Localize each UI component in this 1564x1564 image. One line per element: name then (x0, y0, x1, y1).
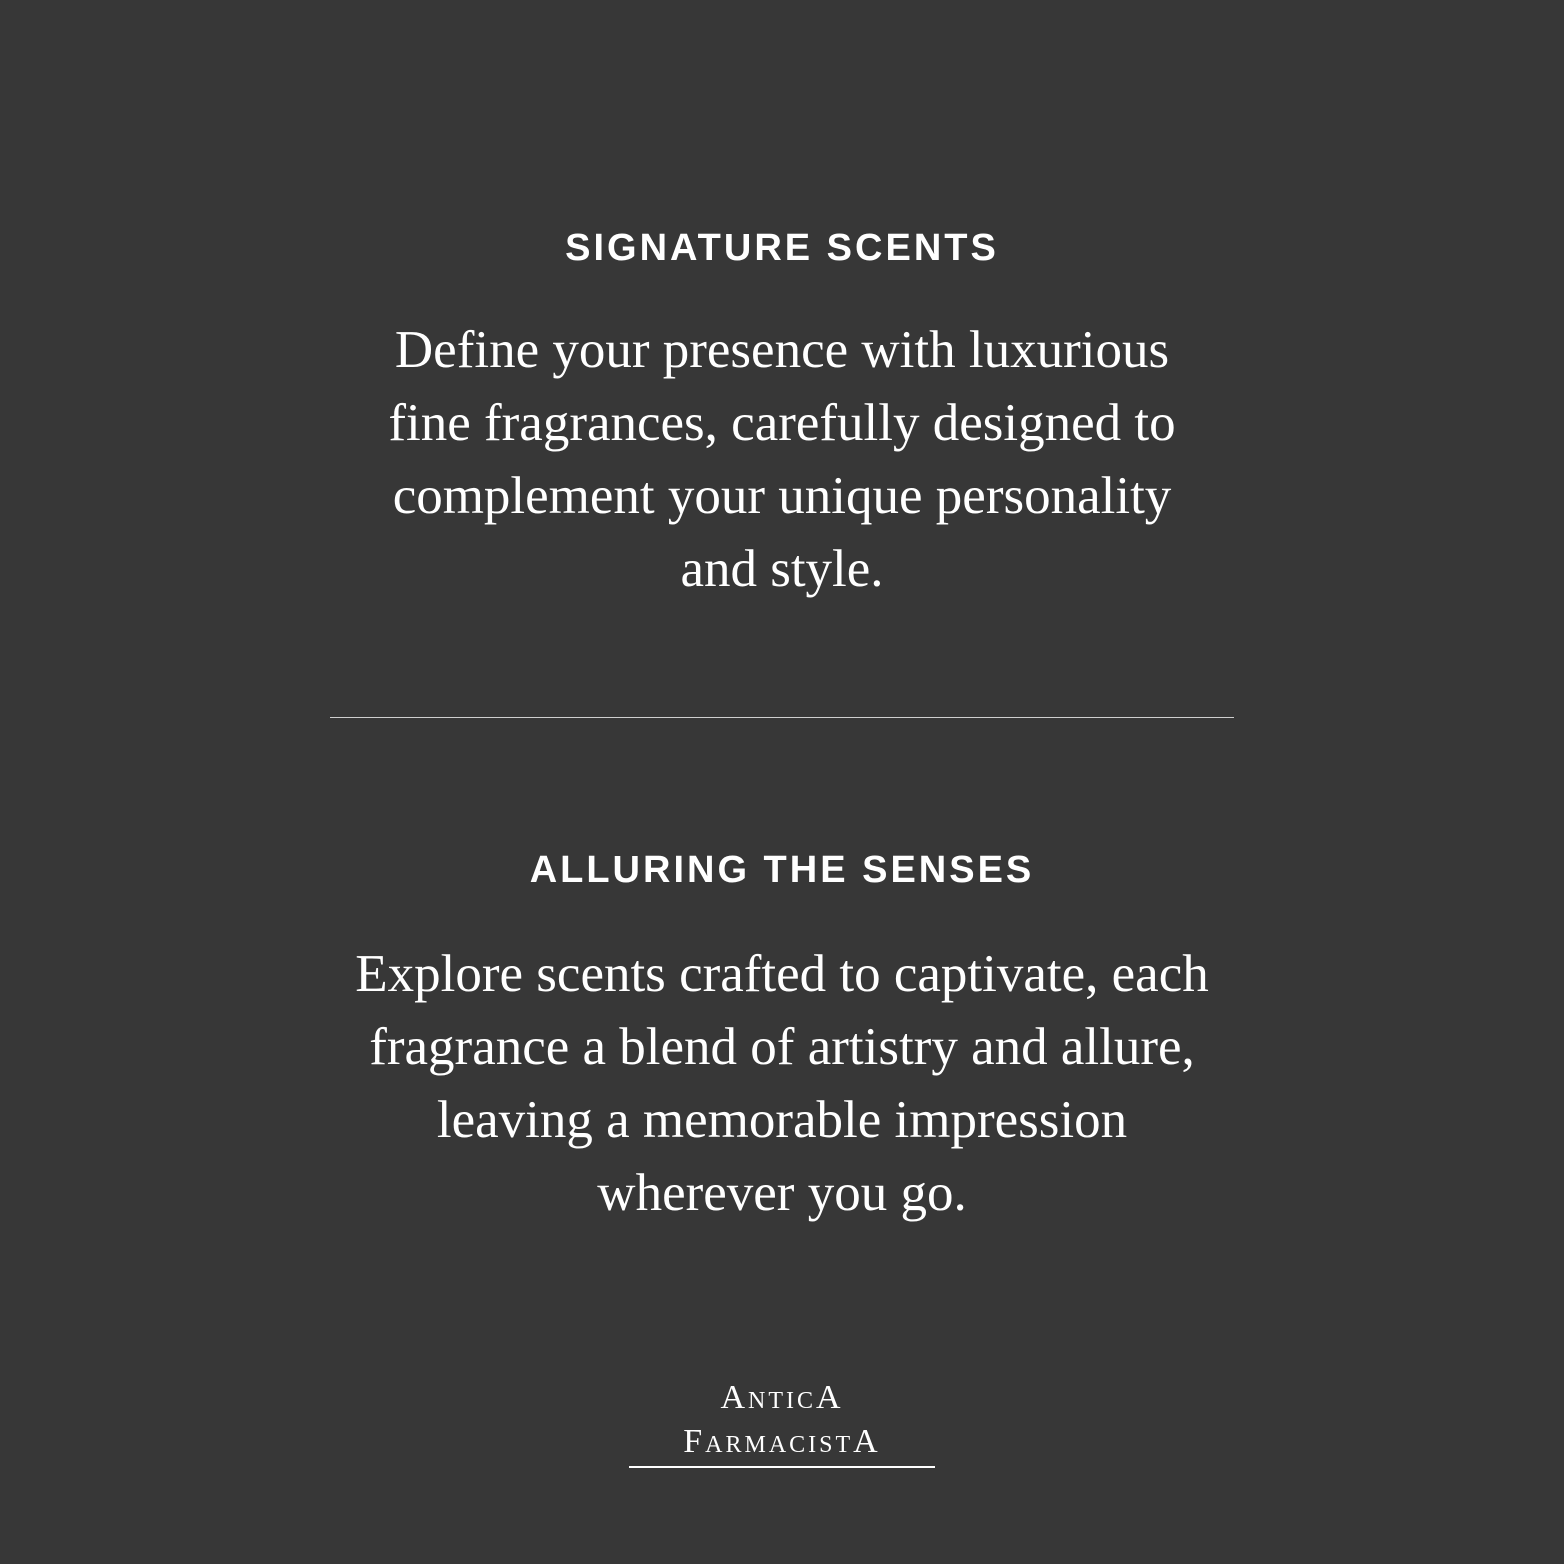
body-line: complement your unique personality (392, 467, 1172, 525)
section-body (0, 938, 1564, 1230)
body-line: and style. (680, 540, 884, 598)
body-line: Define your presence with luxurious (394, 321, 1170, 379)
logo-word-farmacista: FarmacistA (683, 1423, 881, 1460)
logo-line-2 (0, 1420, 1564, 1464)
logo-line-1 (0, 1376, 1564, 1420)
logo-underline (629, 1466, 935, 1468)
section-alluring-the-senses (0, 848, 1564, 1230)
section-divider (330, 717, 1234, 718)
section-heading: SIGNATURE SCENTS (565, 227, 999, 269)
section-signature-scents (0, 226, 1564, 606)
section-body (0, 314, 1564, 606)
brand-logo (0, 1376, 1564, 1468)
section-heading: ALLURING THE SENSES (529, 849, 1035, 891)
body-line: leaving a memorable impression (436, 1091, 1128, 1149)
logo-word-antica: AnticA (720, 1379, 844, 1416)
body-line: fine fragrances, carefully designed to (388, 394, 1176, 452)
body-line: Explore scents crafted to captivate, each (355, 945, 1209, 1003)
body-line: fragrance a blend of artistry and allure, (369, 1018, 1195, 1076)
body-line: wherever you go. (597, 1164, 967, 1222)
